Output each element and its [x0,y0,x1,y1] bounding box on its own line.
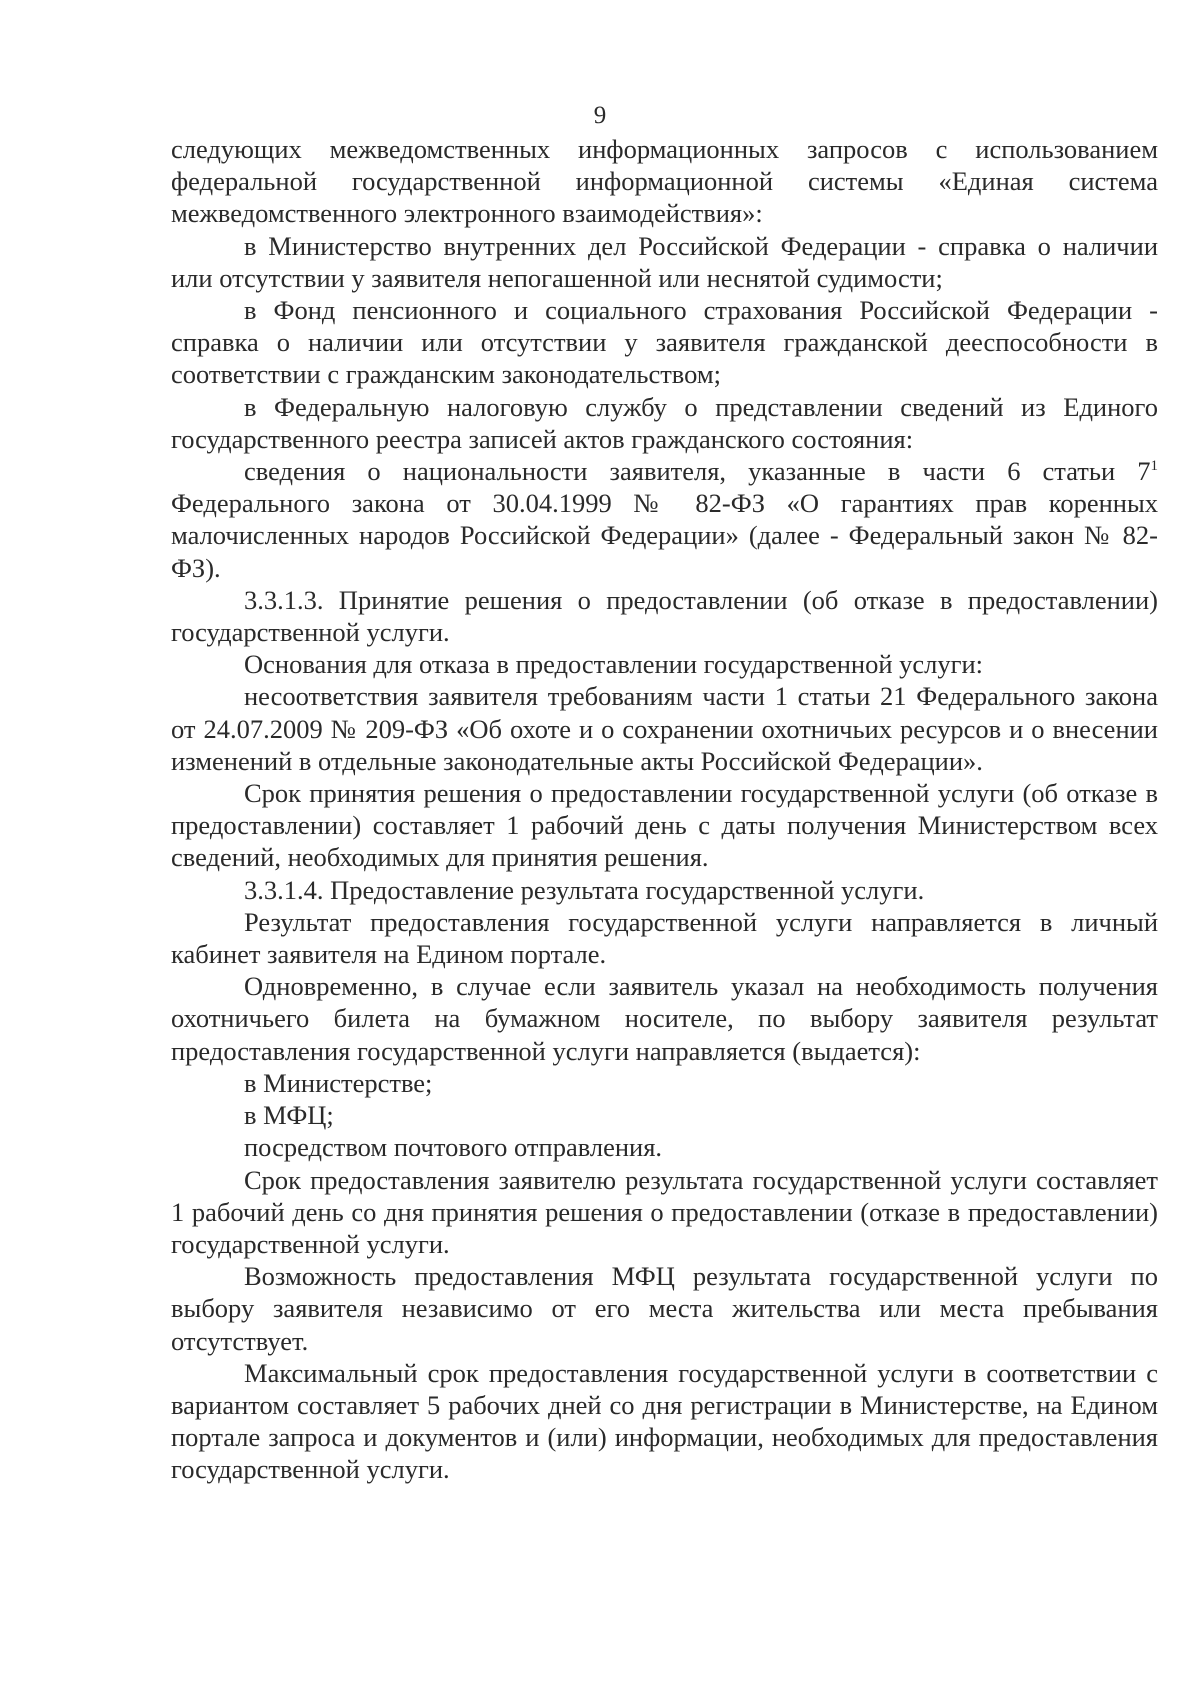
list-item-ministry: в Министерстве; [244,1067,433,1098]
paragraph-pension-fund-request: в Фонд пенсионного и социального страхования Российской Федерации - справка о наличии или отсутствии у заявителя гражданской дееспособности в соответствии с гражданским законодательством; [171,295,1158,390]
section-heading-3-3-1-3: 3.3.1.3. Принятие решения о предоставлении (об отказе в предоставлении) государственной услуги. [171,584,1158,648]
paragraph-max-term: Максимальный срок предоставления государственной услуги в соответствии с вариантом составляет 5 рабочих дней со дня регистрации в Министерстве, на Едином портале запроса и документов и (или) информации, необходимых для предоставления государственной услуги. [171,1357,1158,1485]
paragraph-result-term: Срок предоставления заявителю результата государственной услуги составляет 1 рабочий день со дня принятия решения о предоставлении (отказе в предоставлении) государственной услуги. [171,1164,1158,1259]
paragraph-noncompliance: несоответствия заявителя требованиям части 1 статьи 21 Федерального закона от 24.07.2009 № 209-ФЗ «Об охоте и о сохранении охотничьих ресурсов и о внесении изменений в отдельные законодательные акты Российской Федерации». [171,681,1158,776]
paragraph-mvd-request: в Министерство внутренних дел Российской Федерации - справка о наличии или отсутствии у заявителя непогашенной или неснятой судимости; [171,230,1158,293]
list-item-post: посредством почтового отправления. [244,1132,663,1163]
paragraph-refusal-grounds: Основания для отказа в предоставлении государственной услуги: [244,649,984,680]
nationality-text-end: Федерального закона от 30.04.1999 № 82-ФЗ «О гарантиях прав коренных малочисленных народов Российской Федерации» (далее - Федеральный закон № 82-ФЗ). [171,488,1158,583]
paragraph-nationality-info [171,455,1158,584]
paragraph-paper-ticket: Одновременно, в случае если заявитель указал на необходимость получения охотничьего билета на бумажном носителе, по выбору заявителя результат предоставления государственной услуги направляется (выдается): [171,971,1158,1066]
document-body [171,133,1158,1486]
article-superscript: 1 [1150,458,1158,475]
list-item-mfc: в МФЦ; [244,1100,334,1131]
page-number: 9 [593,102,607,129]
nationality-text-start: сведения о национальности заявителя, указанные в части 6 статьи 7 [244,456,1151,487]
paragraph-result-delivery: Результат предоставления государственной услуги направляется в личный кабинет заявителя на Едином портале. [171,906,1158,970]
section-heading-3-3-1-4: 3.3.1.4. Предоставление результата государственной услуги. [244,874,925,905]
paragraph-tax-service-request: в Федеральную налоговую службу о представлении сведений из Единого государственного реестра записей актов гражданского состояния: [171,391,1158,454]
paragraph-intro: следующих межведомственных информационных запросов с использованием федеральной государственной информационной системы «Единая система межведомственного электронного взаимодействия»: [171,134,1158,229]
paragraph-decision-term: Срок принятия решения о предоставлении государственной услуги (об отказе в предоставлении) составляет 1 рабочий день с даты получения Министерством всех сведений, необходимых для принятия решения. [171,778,1158,873]
paragraph-mfc-possibility: Возможность предоставления МФЦ результата государственной услуги по выбору заявителя независимо от его места жительства или места пребывания отсутствует. [171,1261,1158,1356]
